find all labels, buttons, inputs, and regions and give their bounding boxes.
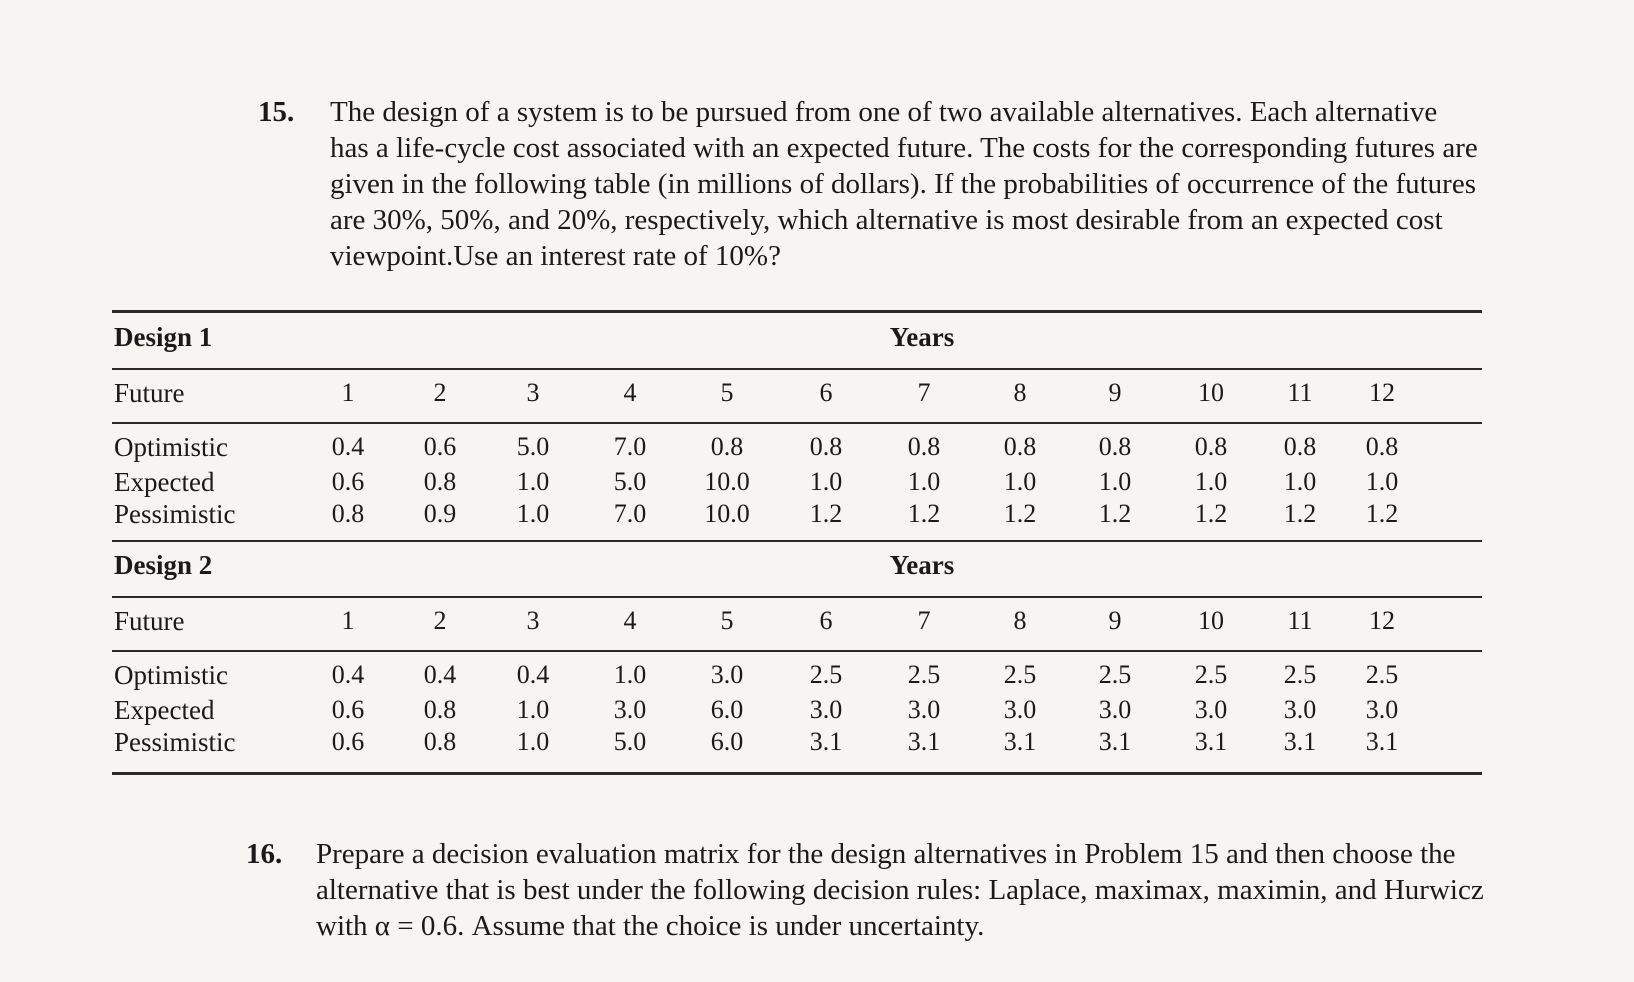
cost-cell: 0.6 bbox=[331, 727, 365, 756]
cost-cell: 1.2 bbox=[1194, 499, 1228, 528]
cost-cell: 2.5 bbox=[1098, 660, 1132, 689]
cost-cell: 1.2 bbox=[1283, 499, 1317, 528]
year-cell: 12 bbox=[1369, 378, 1395, 407]
year-cell: 12 bbox=[1369, 606, 1395, 635]
table-row bbox=[112, 660, 1482, 694]
cost-cell: 0.8 bbox=[1194, 432, 1228, 461]
cost-cell: 0.4 bbox=[423, 660, 457, 689]
cost-cell: 0.8 bbox=[809, 432, 843, 461]
cost-cell: 0.6 bbox=[331, 467, 365, 496]
cost-cell: 1.0 bbox=[1283, 467, 1317, 496]
cost-cell: 0.8 bbox=[1003, 432, 1037, 461]
header-rule bbox=[112, 596, 1482, 598]
cost-cell: 3.0 bbox=[613, 695, 647, 724]
cost-cell: 0.4 bbox=[331, 432, 365, 461]
future-label: Future bbox=[114, 378, 185, 408]
cost-cell: 3.1 bbox=[907, 727, 941, 756]
cost-cell: 6.0 bbox=[710, 727, 744, 756]
table-row bbox=[112, 499, 1482, 533]
year-cell: 9 bbox=[1108, 606, 1122, 635]
year-cell: 4 bbox=[623, 378, 637, 407]
cost-cell: 3.1 bbox=[1194, 727, 1228, 756]
cost-cell: 3.0 bbox=[809, 695, 843, 724]
design-1-years-label: Years bbox=[889, 322, 955, 352]
cost-cell: 6.0 bbox=[710, 695, 744, 724]
year-cell: 11 bbox=[1287, 378, 1313, 407]
cost-cell: 1.0 bbox=[516, 467, 550, 496]
cost-cell: 0.4 bbox=[516, 660, 550, 689]
cost-cell: 0.8 bbox=[1098, 432, 1132, 461]
cost-cell: 1.2 bbox=[1098, 499, 1132, 528]
cost-cell: 3.1 bbox=[1283, 727, 1317, 756]
cost-cell: 0.8 bbox=[710, 432, 744, 461]
cost-cell: 1.2 bbox=[907, 499, 941, 528]
cost-cell: 2.5 bbox=[1194, 660, 1228, 689]
problem-15-number: 15. bbox=[258, 96, 295, 128]
cost-cell: 0.9 bbox=[423, 499, 457, 528]
design-2-header-row bbox=[112, 606, 1482, 640]
cost-cell: 0.8 bbox=[1365, 432, 1399, 461]
year-cell: 3 bbox=[526, 606, 540, 635]
year-cell: 10 bbox=[1198, 606, 1224, 635]
cost-cell: 0.8 bbox=[423, 467, 457, 496]
cost-cell: 1.0 bbox=[516, 727, 550, 756]
table-row bbox=[112, 467, 1482, 501]
problem-16-text: Prepare a decision evaluation matrix for the design alternatives in Problem 15 and then choose the alternative that is best under the following decision rules: Laplace, maximax, maximin, and Hurwicz with α = 0.6. Assume that the choice is under uncertainty. bbox=[316, 838, 1484, 942]
row-label: Optimistic bbox=[114, 432, 228, 462]
design-2-title: Design 2 bbox=[114, 550, 213, 580]
year-cell: 7 bbox=[917, 606, 931, 635]
cost-cell: 0.8 bbox=[907, 432, 941, 461]
cost-cell: 3.1 bbox=[1098, 727, 1132, 756]
row-label: Pessimistic bbox=[114, 499, 236, 529]
cost-cell: 1.0 bbox=[1003, 467, 1037, 496]
table-row bbox=[112, 695, 1482, 729]
table-bottom-rule bbox=[112, 772, 1482, 775]
cost-cell: 1.0 bbox=[1194, 467, 1228, 496]
cost-cell: 0.8 bbox=[423, 695, 457, 724]
cost-cell: 0.8 bbox=[423, 727, 457, 756]
design-1-title: Design 1 bbox=[114, 322, 213, 352]
cost-cell: 2.5 bbox=[1003, 660, 1037, 689]
subheader-rule bbox=[112, 422, 1482, 424]
design-2-years-label: Years bbox=[889, 550, 955, 580]
cost-cell: 1.2 bbox=[1365, 499, 1399, 528]
year-cell: 2 bbox=[433, 378, 447, 407]
cost-cell: 2.5 bbox=[1365, 660, 1399, 689]
table-row bbox=[112, 432, 1482, 466]
cost-cell: 0.6 bbox=[331, 695, 365, 724]
header-rule bbox=[112, 368, 1482, 370]
section-rule bbox=[112, 540, 1482, 542]
cost-cell: 7.0 bbox=[613, 432, 647, 461]
subheader-rule bbox=[112, 650, 1482, 652]
cost-cell: 1.0 bbox=[907, 467, 941, 496]
cost-cell: 3.0 bbox=[1098, 695, 1132, 724]
cost-cell: 5.0 bbox=[613, 467, 647, 496]
year-cell: 5 bbox=[720, 378, 734, 407]
year-cell: 7 bbox=[917, 378, 931, 407]
year-cell: 1 bbox=[341, 378, 355, 407]
cost-cell: 3.0 bbox=[907, 695, 941, 724]
year-cell: 8 bbox=[1013, 378, 1027, 407]
row-label: Pessimistic bbox=[114, 727, 236, 757]
cost-cell: 5.0 bbox=[516, 432, 550, 461]
problem-16-number: 16. bbox=[246, 838, 283, 870]
table-row bbox=[112, 727, 1482, 761]
year-cell: 2 bbox=[433, 606, 447, 635]
year-cell: 4 bbox=[623, 606, 637, 635]
year-cell: 11 bbox=[1287, 606, 1313, 635]
cost-cell: 3.1 bbox=[1003, 727, 1037, 756]
row-label: Expected bbox=[114, 467, 215, 497]
future-label: Future bbox=[114, 606, 185, 636]
year-cell: 8 bbox=[1013, 606, 1027, 635]
table-top-rule bbox=[112, 310, 1482, 313]
cost-cell: 0.6 bbox=[423, 432, 457, 461]
cost-cell: 3.1 bbox=[1365, 727, 1399, 756]
cost-cell: 10.0 bbox=[704, 467, 750, 496]
cost-cell: 2.5 bbox=[809, 660, 843, 689]
cost-cell: 1.0 bbox=[516, 499, 550, 528]
cost-cell: 3.0 bbox=[710, 660, 744, 689]
cost-cell: 2.5 bbox=[1283, 660, 1317, 689]
problem-15-text: The design of a system is to be pursued from one of two available alternatives. Each alternative has a life-cycle cost associated with an expected future. The costs for the corresponding futures are given in the following table (in millions of dollars). If the probabilities of occurrence of the futures are 30%, 50%, and 20%, respectively, which alternative is most desirable from an expected cost viewpoint.Use an interest rate of 10%? bbox=[330, 96, 1478, 272]
cost-cell: 3.0 bbox=[1283, 695, 1317, 724]
cost-cell: 1.2 bbox=[1003, 499, 1037, 528]
cost-cell: 0.8 bbox=[331, 499, 365, 528]
design-1-header-row bbox=[112, 378, 1482, 412]
cost-cell: 2.5 bbox=[907, 660, 941, 689]
row-label: Expected bbox=[114, 695, 215, 725]
cost-cell: 3.0 bbox=[1194, 695, 1228, 724]
cost-cell: 3.0 bbox=[1365, 695, 1399, 724]
year-cell: 5 bbox=[720, 606, 734, 635]
row-label: Optimistic bbox=[114, 660, 228, 690]
cost-cell: 1.0 bbox=[516, 695, 550, 724]
year-cell: 10 bbox=[1198, 378, 1224, 407]
year-cell: 1 bbox=[341, 606, 355, 635]
cost-cell: 3.0 bbox=[1003, 695, 1037, 724]
cost-cell: 1.0 bbox=[1098, 467, 1132, 496]
cost-cell: 3.1 bbox=[809, 727, 843, 756]
cost-cell: 0.4 bbox=[331, 660, 365, 689]
cost-cell: 1.0 bbox=[809, 467, 843, 496]
cost-cell: 5.0 bbox=[613, 727, 647, 756]
cost-cell: 10.0 bbox=[704, 499, 750, 528]
cost-cell: 1.2 bbox=[809, 499, 843, 528]
cost-cell: 1.0 bbox=[1365, 467, 1399, 496]
year-cell: 9 bbox=[1108, 378, 1122, 407]
cost-cell: 1.0 bbox=[613, 660, 647, 689]
year-cell: 6 bbox=[819, 606, 833, 635]
cost-cell: 0.8 bbox=[1283, 432, 1317, 461]
cost-cell: 7.0 bbox=[613, 499, 647, 528]
year-cell: 3 bbox=[526, 378, 540, 407]
year-cell: 6 bbox=[819, 378, 833, 407]
